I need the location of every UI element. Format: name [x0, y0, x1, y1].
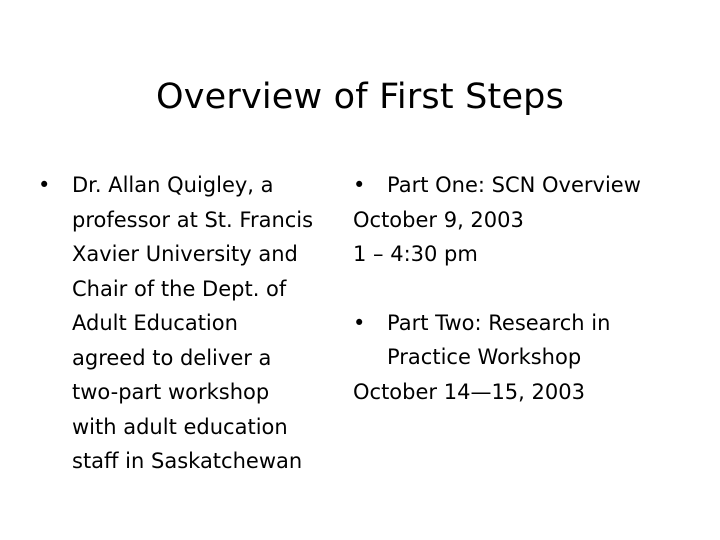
bullet-icon: • — [353, 173, 366, 197]
part-one-bullet-item — [353, 168, 713, 203]
left-bullet-line: with adult education — [72, 414, 288, 439]
slide-title: Overview of First Steps — [155, 77, 565, 117]
right-column — [353, 168, 713, 409]
left-bullet-line: staff in Saskatchewan — [72, 449, 303, 473]
left-column — [38, 168, 338, 479]
left-bullet-line: Chair of the Dept. of — [72, 276, 287, 301]
left-bullet-line: agreed to deliver a — [72, 345, 272, 370]
left-bullet-line: Dr. Allan Quigley, a — [72, 173, 274, 197]
part-two-bullet-item — [353, 306, 713, 375]
bullet-icon: • — [38, 173, 51, 197]
left-bullet-line: Xavier University and — [72, 242, 298, 266]
spacer — [353, 272, 713, 306]
bullet-icon: • — [353, 310, 366, 335]
part-one-heading: Part One: SCN Overview — [387, 173, 641, 197]
part-one-date: October 9, 2003 — [353, 207, 524, 232]
left-bullet-line: professor at St. Francis — [72, 207, 314, 232]
left-bullet-line: Adult Education — [72, 311, 238, 335]
part-two-heading-line: Practice Workshop — [387, 345, 582, 369]
part-one-time: 1 – 4:30 pm — [353, 242, 478, 266]
left-bullet-line: two-part workshop — [72, 380, 270, 404]
left-bullet-item — [38, 168, 338, 479]
part-two-date: October 14—15, 2003 — [353, 379, 585, 404]
part-two-heading-line: Part Two: Research in — [387, 310, 611, 335]
